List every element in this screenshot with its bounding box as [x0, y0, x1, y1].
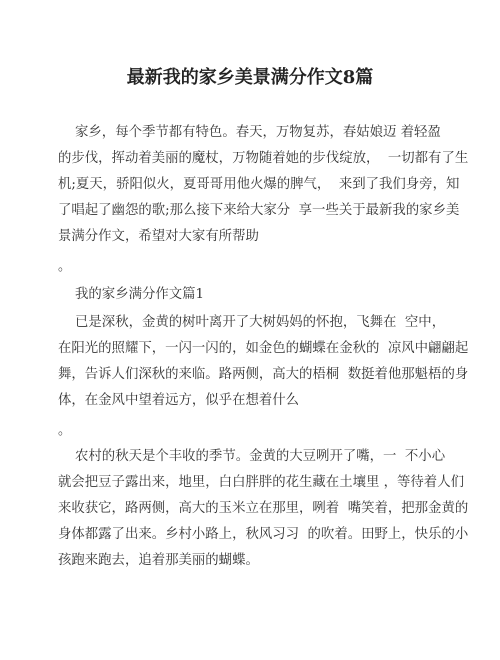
intro-line-4: 了唱起了幽怨的歌;那么接下来给大家分 享一些关于最新我的家乡美 [58, 203, 460, 218]
article-para1-line-2: 在阳光的照耀下，一闪一闪的，如金色的蝴蝶在金秋的 凉风中翩翩起 [58, 341, 469, 356]
article-para2-line-4: 身体都露了出来。乡村小路上，秋风习习 的吹着。田野上，快乐的小 [58, 527, 469, 542]
article-para2-line-2: 就会把豆子露出来，地里，白白胖胖的花生藏在土壤里 ，等待着人们 [58, 475, 464, 490]
intro-line-5: 景满分作文，希望对大家有所帮助 [58, 229, 259, 244]
para1-end-mark: 。 [58, 423, 72, 438]
article-para2-line-1: 农村的秋天是个丰收的季节。金黄的大豆咧开了嘴，一 不小心 [58, 449, 446, 464]
article-para1-line-3: 舞，告诉人们深秋的来临。路两侧，高大的梧桐 数挺着他那魁梧的身 [58, 367, 469, 382]
intro-end-mark: 。 [58, 259, 72, 274]
intro-line-2: 的步伐，挥动着美丽的魔杖，万物随着她的步伐绽放， 一切都有了生 [58, 151, 469, 166]
article-para1-line-1: 已是深秋，金黄的树叶离开了大树妈妈的怀抱，飞舞在 空中， [58, 315, 446, 330]
article-heading: 我的家乡满分作文篇1 [58, 287, 205, 302]
intro-line-3: 机;夏天，骄阳似火，夏哥哥用他火爆的脾气， 来到了我们身旁，知 [58, 177, 460, 192]
article-para1-line-4: 体，在金风中望着远方，似乎在想着什么 [58, 393, 300, 408]
document-title: 最新我的家乡美景满分作文8篇 [126, 67, 374, 88]
article-para2-line-3: 来收获它，路两侧，高大的玉米立在那里，咧着 嘴笑着，把那金黄的 [58, 501, 469, 516]
intro-line-1: 家乡，每个季节都有特色。春天，万物复苏，春姑娘迈 着轻盈 [58, 125, 441, 140]
article-para2-line-5: 孩跑来跑去，追着那美丽的蝴蝶。 [58, 553, 259, 568]
